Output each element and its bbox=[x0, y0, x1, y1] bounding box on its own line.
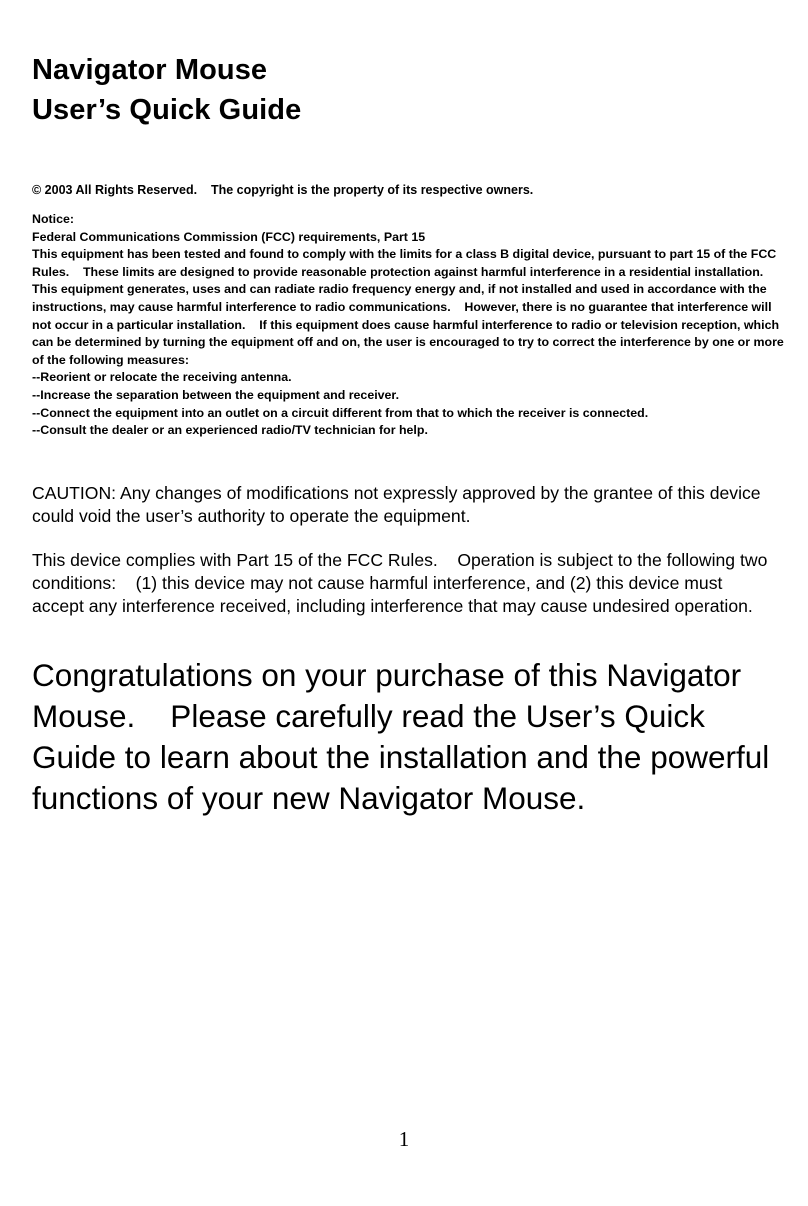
notice-line: not occur in a particular installation. If this equipment does cause harmful interference to radio or television reception, which bbox=[32, 317, 780, 332]
compliance-line: This device complies with Part 15 of the FCC Rules. Operation is subject to the following two bbox=[32, 550, 768, 570]
notice-heading: Notice: bbox=[32, 212, 74, 226]
congrats-line: functions of your new Navigator Mouse. bbox=[32, 780, 586, 816]
fcc-notice bbox=[32, 211, 782, 440]
copyright-notice: © 2003 All Rights Reserved. The copyright is the property of its respective owners. bbox=[32, 183, 534, 197]
notice-line: This equipment generates, uses and can radiate radio frequency energy and, if not installed and used in accordance with the bbox=[32, 282, 767, 297]
caution-line: could void the user’s authority to operate the equipment. bbox=[32, 505, 471, 526]
notice-line: can be determined by turning the equipment off and on, the user is encouraged to try to correct the interference by one or more bbox=[32, 335, 784, 350]
congrats-line: Guide to learn about the installation and the powerful bbox=[32, 739, 770, 775]
notice-measure: --Reorient or relocate the receiving antenna. bbox=[32, 370, 292, 385]
notice-measure: --Increase the separation between the equipment and receiver. bbox=[32, 387, 400, 402]
notice-line: Rules. These limits are designed to provide reasonable protection against harmful interference in a residential installation. bbox=[32, 264, 764, 279]
notice-line: Federal Communications Commission (FCC) requirements, Part 15 bbox=[32, 229, 426, 244]
compliance-paragraph bbox=[32, 549, 782, 618]
title-line-2: User’s Quick Guide bbox=[32, 94, 302, 126]
congrats-line: Mouse. Please carefully read the User’s Quick bbox=[32, 698, 705, 734]
caution-paragraph bbox=[32, 482, 782, 527]
notice-line: instructions, may cause harmful interference to radio communications. However, there is no guarantee that interference will bbox=[32, 299, 772, 314]
document-title bbox=[32, 50, 301, 130]
caution-line: CAUTION: Any changes of modifications not expressly approved by the grantee of this device bbox=[32, 483, 761, 503]
congratulations-paragraph bbox=[32, 655, 792, 819]
congrats-line: Congratulations on your purchase of this Navigator bbox=[32, 657, 742, 693]
page-number: 1 bbox=[398, 1127, 410, 1151]
title-line-1: Navigator Mouse bbox=[32, 54, 268, 86]
compliance-line: accept any interference received, including interference that may cause undesired operation. bbox=[32, 596, 753, 616]
notice-line: This equipment has been tested and found to comply with the limits for a class B digital device, pursuant to part 15 of the FCC bbox=[32, 247, 777, 262]
notice-measure: --Connect the equipment into an outlet on a circuit different from that to which the receiver is connected. bbox=[32, 405, 649, 420]
notice-measure: --Consult the dealer or an experienced radio/TV technician for help. bbox=[32, 423, 428, 438]
compliance-line: conditions: (1) this device may not cause harmful interference, and (2) this device must bbox=[32, 573, 723, 593]
notice-line: of the following measures: bbox=[32, 352, 189, 367]
